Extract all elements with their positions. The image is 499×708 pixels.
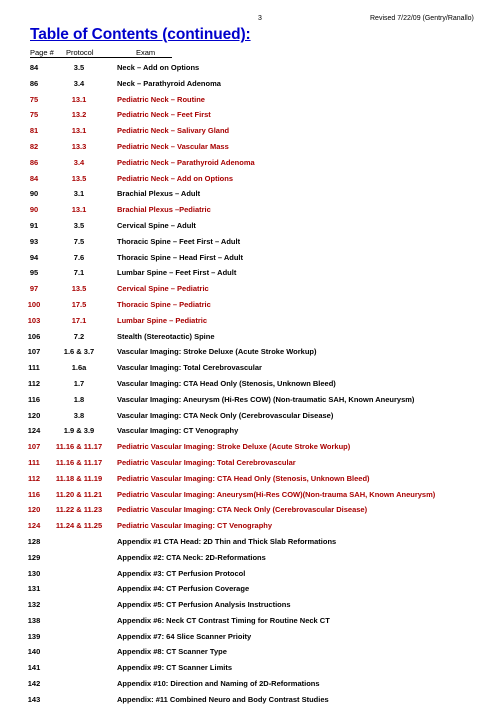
toc-row[interactable]: [0, 155, 499, 171]
toc-exam: Lumbar Spine – Feet First – Adult: [117, 268, 237, 278]
toc-protocol: 11.20 & 11.21: [55, 489, 103, 499]
toc-protocol: 3.4: [73, 78, 85, 88]
toc-page-number: 103: [27, 315, 41, 325]
toc-exam: Pediatric Neck – Add on Options: [117, 173, 233, 183]
toc-row[interactable]: [0, 218, 499, 234]
toc-page-number: 131: [27, 584, 41, 594]
toc-page-number: 111: [28, 457, 40, 467]
toc-exam: Appendix #1 CTA Head: 2D Thin and Thick Slab Reformations: [117, 536, 337, 546]
toc-row[interactable]: [0, 550, 499, 566]
toc-page-number: 141: [27, 663, 41, 673]
toc-row[interactable]: [0, 139, 499, 155]
toc-exam: Pediatric Vascular Imaging: CTA Neck Only (Cerebrovascular Disease): [117, 505, 368, 515]
toc-page-number: 86: [29, 78, 39, 88]
toc-exam: Pediatric Neck – Parathyroid Adenoma: [117, 157, 255, 167]
toc-page-number: 93: [29, 236, 39, 246]
toc-row[interactable]: [0, 518, 499, 534]
toc-exam: Brachial Plexus – Adult: [117, 189, 201, 199]
toc-protocol: 7.5: [73, 236, 85, 246]
toc-protocol: 13.1: [71, 205, 87, 215]
toc-protocol: 3.4: [73, 157, 85, 167]
toc-row[interactable]: [0, 502, 499, 518]
toc-row[interactable]: [0, 360, 499, 376]
toc-row[interactable]: [0, 581, 499, 597]
toc-protocol: 11.22 & 11.23: [55, 505, 103, 515]
toc-protocol: 13.5: [71, 284, 87, 294]
toc-page-number: 112: [27, 473, 41, 483]
toc-exam: Cervical Spine – Pediatric: [117, 284, 209, 294]
toc-exam: Lumbar Spine – Pediatric: [117, 315, 208, 325]
toc-protocol: 1.9 & 3.9: [63, 426, 95, 436]
toc-row[interactable]: [0, 297, 499, 313]
toc-page-number: 86: [29, 157, 39, 167]
toc-page-number: 116: [27, 489, 41, 499]
toc-page-number: 112: [27, 378, 41, 388]
toc-exam: Brachial Plexus –Pediatric: [117, 205, 211, 215]
toc-protocol: 1.6 & 3.7: [63, 347, 95, 357]
toc-page-number: 138: [27, 615, 41, 625]
toc-row[interactable]: [0, 250, 499, 266]
page-title: Table of Contents (continued):: [30, 26, 251, 43]
toc-protocol: 3.5: [73, 63, 85, 72]
column-header-protocol: Protocol: [66, 48, 94, 57]
toc-protocol: 3.5: [73, 220, 85, 230]
toc-exam: Neck – Parathyroid Adenoma: [117, 78, 221, 88]
column-header-exam: Exam: [136, 48, 156, 57]
toc-protocol: 1.7: [73, 378, 85, 388]
toc-row[interactable]: [0, 344, 499, 360]
toc-page-number: 107: [27, 347, 41, 357]
toc-row[interactable]: [0, 392, 499, 408]
toc-page-number: 140: [27, 647, 41, 657]
toc-protocol: 11.16 & 11.17: [55, 457, 103, 467]
toc-row[interactable]: [0, 92, 499, 108]
toc-row[interactable]: [0, 455, 499, 471]
toc-row[interactable]: [0, 376, 499, 392]
toc-row[interactable]: [0, 265, 499, 281]
toc-protocol: 13.1: [71, 94, 87, 104]
toc-page-number: 143: [27, 694, 41, 704]
toc-protocol: 17.1: [71, 315, 87, 325]
toc-exam: Pediatric Vascular Imaging: CTA Head Only (Stenosis, Unknown Bleed): [117, 473, 370, 483]
toc-exam: Appendix #7: 64 Slice Scanner Prioity: [117, 631, 252, 641]
toc-protocol: 7.6: [73, 252, 85, 262]
toc-exam: Appendix #9: CT Scanner Limits: [117, 663, 233, 673]
toc-page-number: 116: [27, 394, 41, 404]
toc-row[interactable]: [0, 629, 499, 645]
toc-exam: Vascular Imaging: Total Cerebrovascular: [117, 363, 262, 373]
toc-protocol: 1.6a: [71, 363, 87, 373]
column-header-page: Page #: [30, 48, 54, 57]
toc-exam: Thoracic Spine – Head First – Adult: [117, 252, 243, 262]
toc-row[interactable]: [0, 329, 499, 345]
toc-exam: Appendix: #11 Combined Neuro and Body Contrast Studies: [117, 694, 329, 704]
toc-row[interactable]: [0, 676, 499, 692]
toc-page-number: 111: [28, 363, 40, 373]
toc-page-number: 106: [27, 331, 41, 341]
toc-page-number: 107: [27, 442, 41, 452]
toc-row[interactable]: [0, 281, 499, 297]
toc-exam: Pediatric Vascular Imaging: Total Cerebrovascular: [117, 457, 296, 467]
toc-exam: Appendix #10: Direction and Naming of 2D-Reformations: [117, 679, 320, 689]
toc-row[interactable]: [0, 471, 499, 487]
toc-exam: Appendix #2: CTA Neck: 2D-Reformations: [117, 552, 266, 562]
toc-page-number: 81: [29, 126, 39, 136]
toc-row[interactable]: [0, 202, 499, 218]
toc-page-number: 130: [27, 568, 41, 578]
toc-page-number: 75: [29, 110, 39, 120]
toc-exam: Neck – Add on Options: [117, 63, 200, 72]
toc-protocol: 7.2: [73, 331, 85, 341]
toc-row[interactable]: [0, 487, 499, 503]
toc-exam: Appendix #5: CT Perfusion Analysis Instructions: [117, 600, 291, 610]
toc-row[interactable]: [0, 566, 499, 582]
toc-exam: Vascular Imaging: Aneurysm (Hi-Res COW) (Non-traumatic SAH, Known Aneurysm): [117, 394, 415, 404]
toc-exam: Vascular Imaging: CT Venography: [117, 426, 239, 436]
toc-protocol: 3.1: [73, 189, 85, 199]
toc-protocol: 11.24 & 11.25: [55, 521, 103, 531]
toc-exam: Pediatric Vascular Imaging: CT Venography: [117, 521, 273, 531]
toc-page-number: 120: [27, 505, 41, 515]
toc-page-number: 100: [27, 299, 41, 309]
toc-protocol: 13.3: [71, 141, 87, 151]
toc-exam: Appendix #8: CT Scanner Type: [117, 647, 227, 657]
toc-row[interactable]: [0, 534, 499, 550]
toc-page-number: 132: [27, 600, 41, 610]
toc-exam: Cervical Spine – Adult: [117, 220, 196, 230]
toc-exam: Pediatric Neck – Routine: [117, 94, 205, 104]
toc-exam: Appendix #3: CT Perfusion Protocol: [117, 568, 246, 578]
toc-protocol: 13.2: [71, 110, 87, 120]
toc-protocol: 17.5: [71, 299, 87, 309]
toc-exam: Thoracic Spine – Pediatric: [117, 299, 211, 309]
toc-protocol: 11.18 & 11.19: [55, 473, 103, 483]
toc-exam: Vascular Imaging: Stroke Deluxe (Acute Stroke Workup): [117, 347, 317, 357]
toc-protocol: 13.1: [71, 126, 87, 136]
toc-page-number: 82: [29, 141, 39, 151]
toc-list: [0, 60, 499, 708]
toc-row[interactable]: [0, 408, 499, 424]
toc-row[interactable]: [0, 171, 499, 187]
revision-note: Revised 7/22/09 (Gentry/Ranallo): [370, 15, 474, 22]
toc-page-number: 90: [29, 205, 39, 215]
toc-row[interactable]: [0, 107, 499, 123]
toc-page-number: 139: [27, 631, 41, 641]
toc-page-number: 124: [27, 426, 41, 436]
toc-exam: Thoracic Spine – Feet First – Adult: [117, 236, 241, 246]
toc-page-number: 120: [27, 410, 41, 420]
toc-exam: Appendix #6: Neck CT Contrast Timing for Routine Neck CT: [117, 615, 330, 625]
toc-page-number: 94: [29, 252, 39, 262]
toc-row[interactable]: [0, 123, 499, 139]
toc-protocol: 13.5: [71, 173, 87, 183]
toc-row[interactable]: [0, 692, 499, 708]
toc-row[interactable]: [0, 439, 499, 455]
toc-exam: Vascular Imaging: CTA Head Only (Stenosis, Unknown Bleed): [117, 378, 336, 388]
toc-exam: Vascular Imaging: CTA Neck Only (Cerebrovascular Disease): [117, 410, 334, 420]
toc-row[interactable]: [0, 76, 499, 92]
toc-page-number: 97: [29, 284, 39, 294]
toc-row[interactable]: [0, 597, 499, 613]
toc-row[interactable]: [0, 234, 499, 250]
toc-exam: Appendix #4: CT Perfusion Coverage: [117, 584, 250, 594]
toc-protocol: 3.8: [73, 410, 85, 420]
toc-page-number: 124: [27, 521, 41, 531]
toc-page-number: 90: [29, 189, 39, 199]
toc-exam: Stealth (Stereotactic) Spine: [117, 331, 215, 341]
toc-row[interactable]: [0, 60, 499, 76]
toc-protocol: 7.1: [73, 268, 85, 278]
toc-row[interactable]: [0, 313, 499, 329]
toc-protocol: 11.16 & 11.17: [55, 442, 103, 452]
toc-row[interactable]: [0, 186, 499, 202]
toc-page-number: 128: [27, 536, 41, 546]
toc-page-number: 84: [29, 63, 39, 72]
toc-exam: Pediatric Neck – Feet First: [117, 110, 211, 120]
toc-row[interactable]: [0, 644, 499, 660]
toc-row[interactable]: [0, 613, 499, 629]
toc-exam: Pediatric Vascular Imaging: Aneurysm(Hi-Res COW)(Non-trauma SAH, Known Aneurysm): [117, 489, 436, 499]
toc-page-number: 129: [27, 552, 41, 562]
toc-protocol: 1.8: [73, 394, 85, 404]
toc-row[interactable]: [0, 660, 499, 676]
toc-page-number: 84: [29, 173, 39, 183]
toc-exam: Pediatric Vascular Imaging: Stroke Deluxe (Acute Stroke Workup): [117, 442, 351, 452]
toc-exam: Pediatric Neck – Vascular Mass: [117, 141, 229, 151]
toc-page-number: 142: [27, 679, 41, 689]
toc-page-number: 95: [29, 268, 39, 278]
page-number: 3: [258, 15, 262, 22]
toc-exam: Pediatric Neck – Salivary Gland: [117, 126, 230, 136]
toc-row[interactable]: [0, 423, 499, 439]
toc-page-number: 91: [29, 220, 39, 230]
header-underline: [30, 57, 172, 58]
toc-page-number: 75: [29, 94, 39, 104]
